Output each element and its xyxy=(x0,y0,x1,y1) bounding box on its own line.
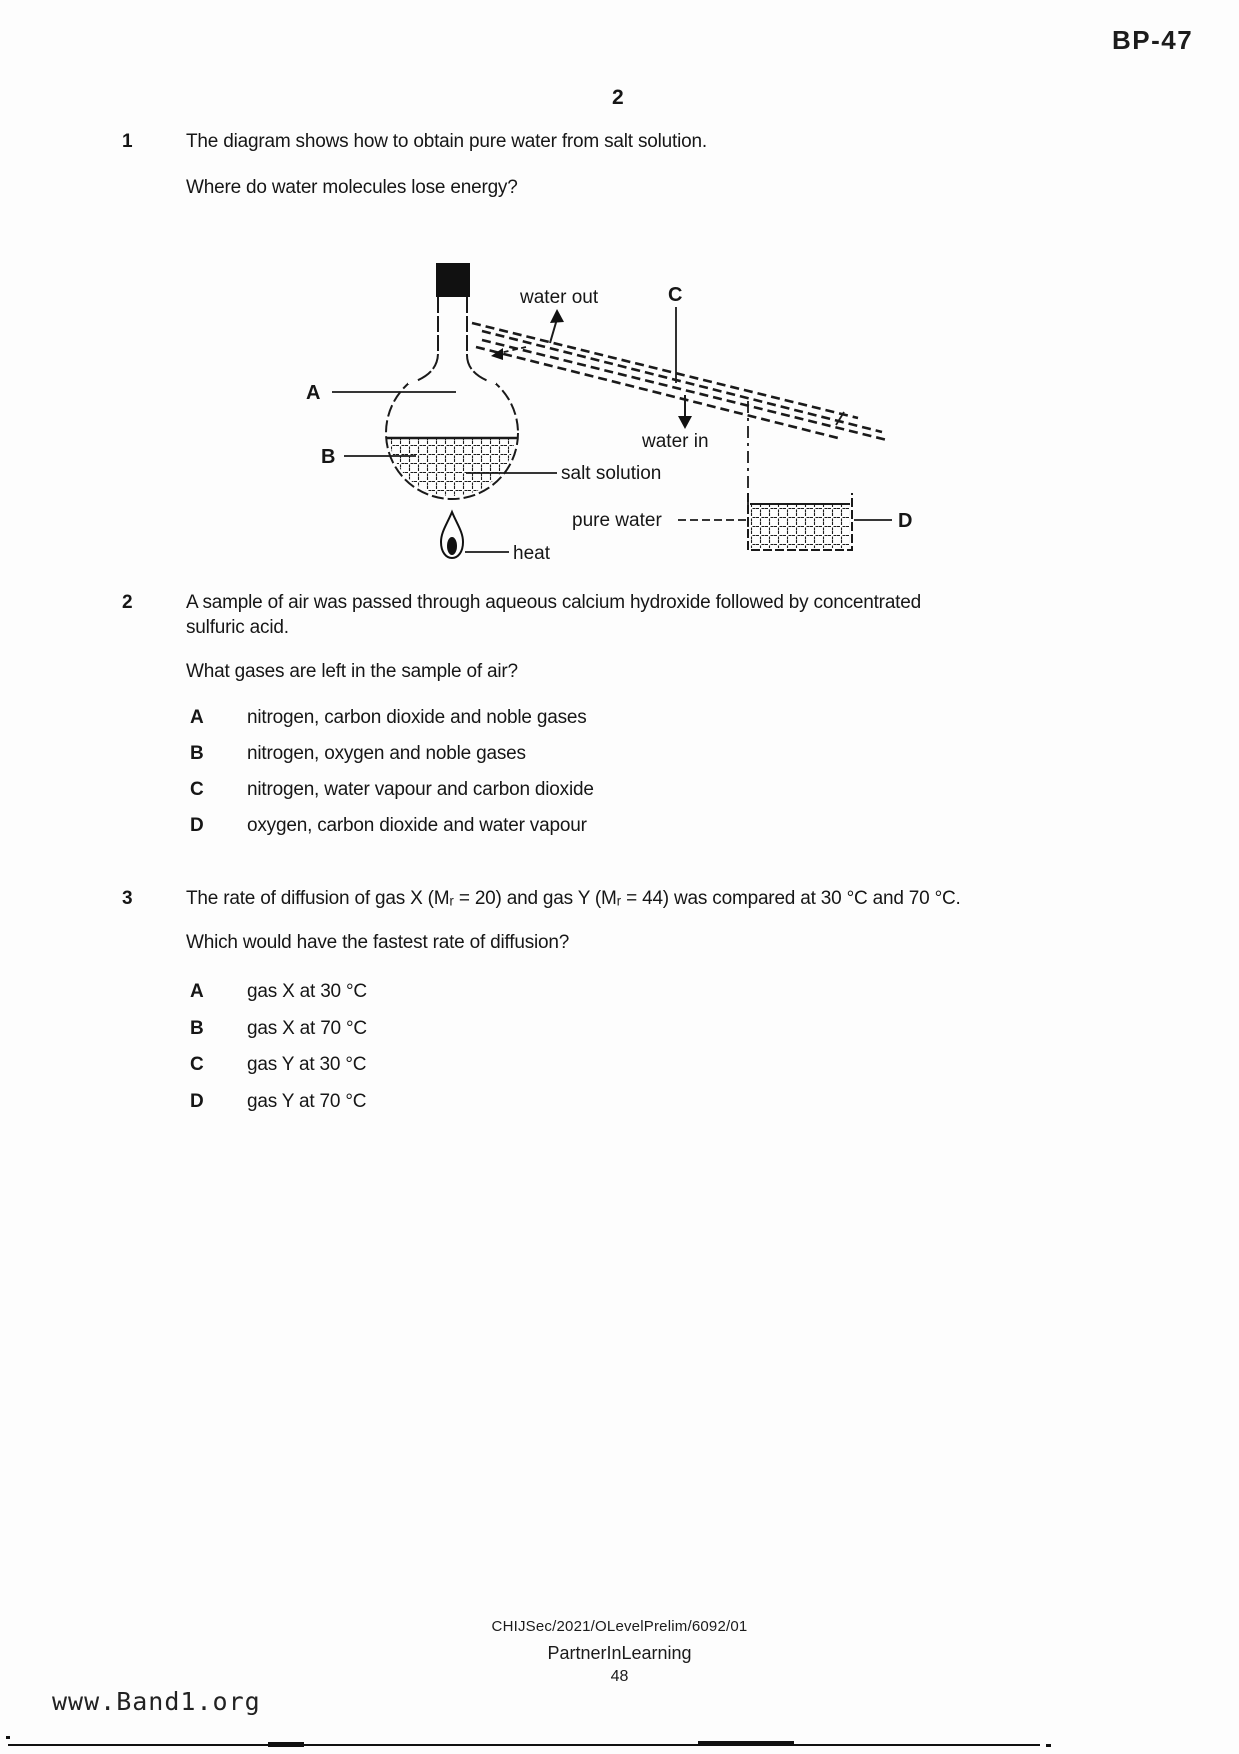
option-text: gas X at 70 °C xyxy=(247,1018,367,1039)
doc-code: BP-47 xyxy=(1112,25,1194,55)
option-letter: C xyxy=(190,779,204,800)
question-2-option-a xyxy=(190,707,587,729)
page-number: 2 xyxy=(612,86,624,109)
water-out-arrow-head xyxy=(550,309,564,323)
question-2-option-c xyxy=(190,779,594,801)
footer-reference: CHIJSec/2021/OLevelPrelim/6092/01 xyxy=(491,1618,748,1635)
question-1-prompt: Where do water molecules lose energy? xyxy=(186,177,518,198)
option-letter: C xyxy=(190,1054,204,1075)
bottom-rule-thick-segment xyxy=(698,1741,794,1746)
option-text: gas X at 30 °C xyxy=(247,981,367,1002)
label-a: A xyxy=(306,382,321,404)
vapour-arrow-head xyxy=(491,348,503,360)
question-1-number: 1 xyxy=(122,131,133,152)
question-3-option-a xyxy=(190,981,367,1003)
question-3-option-d xyxy=(190,1091,366,1113)
option-text: nitrogen, carbon dioxide and noble gases xyxy=(247,707,587,728)
question-2-prompt: What gases are left in the sample of air? xyxy=(186,661,518,682)
option-letter: D xyxy=(190,815,204,836)
option-text: oxygen, carbon dioxide and water vapour xyxy=(247,815,587,836)
salt-solution-liquid xyxy=(384,438,520,500)
pure-water-liquid xyxy=(750,504,850,548)
distillation-diagram-svg xyxy=(270,225,930,570)
water-out-label: water out xyxy=(520,287,599,308)
option-text: gas Y at 70 °C xyxy=(247,1091,367,1112)
footer-page-number: 48 xyxy=(610,1668,629,1685)
question-2-number: 2 xyxy=(122,592,133,613)
question-2-option-d xyxy=(190,815,587,837)
question-3-number: 3 xyxy=(122,888,133,909)
bottom-rule-dot xyxy=(1046,1744,1051,1747)
label-b: B xyxy=(321,446,336,468)
option-letter: B xyxy=(190,743,204,764)
label-c: C xyxy=(668,284,683,306)
condenser-tube xyxy=(472,323,887,440)
option-letter: B xyxy=(190,1018,204,1039)
question-3-option-c xyxy=(190,1054,366,1076)
question-3-prompt: Which would have the fastest rate of diffusion? xyxy=(186,932,570,953)
flame-core xyxy=(447,537,457,555)
question-2-option-b xyxy=(190,743,526,765)
question-2-text-line1: A sample of air was passed through aqueous calcium hydroxide followed by concentrated xyxy=(186,592,921,613)
bottom-rule xyxy=(8,1744,1040,1746)
watermark-url: www.Band1.org xyxy=(52,1687,261,1716)
distillation-diagram xyxy=(270,225,930,570)
question-3-text: The rate of diffusion of gas X (Mᵣ = 20) and gas Y (Mᵣ = 44) was compared at 30 °C and 70 °C. xyxy=(186,888,961,909)
stopper xyxy=(436,263,470,297)
bottom-rule-thick-segment xyxy=(268,1742,304,1747)
heat-label: heat xyxy=(513,543,550,564)
question-2-text-line2: sulfuric acid. xyxy=(186,617,289,638)
scan-speck xyxy=(6,1736,10,1739)
water-in-arrow-head xyxy=(678,416,692,429)
option-text: gas Y at 30 °C xyxy=(247,1054,367,1075)
question-1-text: The diagram shows how to obtain pure water from salt solution. xyxy=(186,131,707,152)
salt-solution-label: salt solution xyxy=(561,463,662,484)
option-letter: D xyxy=(190,1091,204,1112)
option-text: nitrogen, water vapour and carbon dioxide xyxy=(247,779,594,800)
water-in-label: water in xyxy=(642,431,709,452)
footer-brand: PartnerInLearning xyxy=(547,1643,692,1663)
option-letter: A xyxy=(190,981,204,1002)
option-letter: A xyxy=(190,707,204,728)
pure-water-label: pure water xyxy=(572,510,662,531)
label-d: D xyxy=(898,510,913,532)
option-text: nitrogen, oxygen and noble gases xyxy=(247,743,526,764)
question-3-option-b xyxy=(190,1018,367,1040)
